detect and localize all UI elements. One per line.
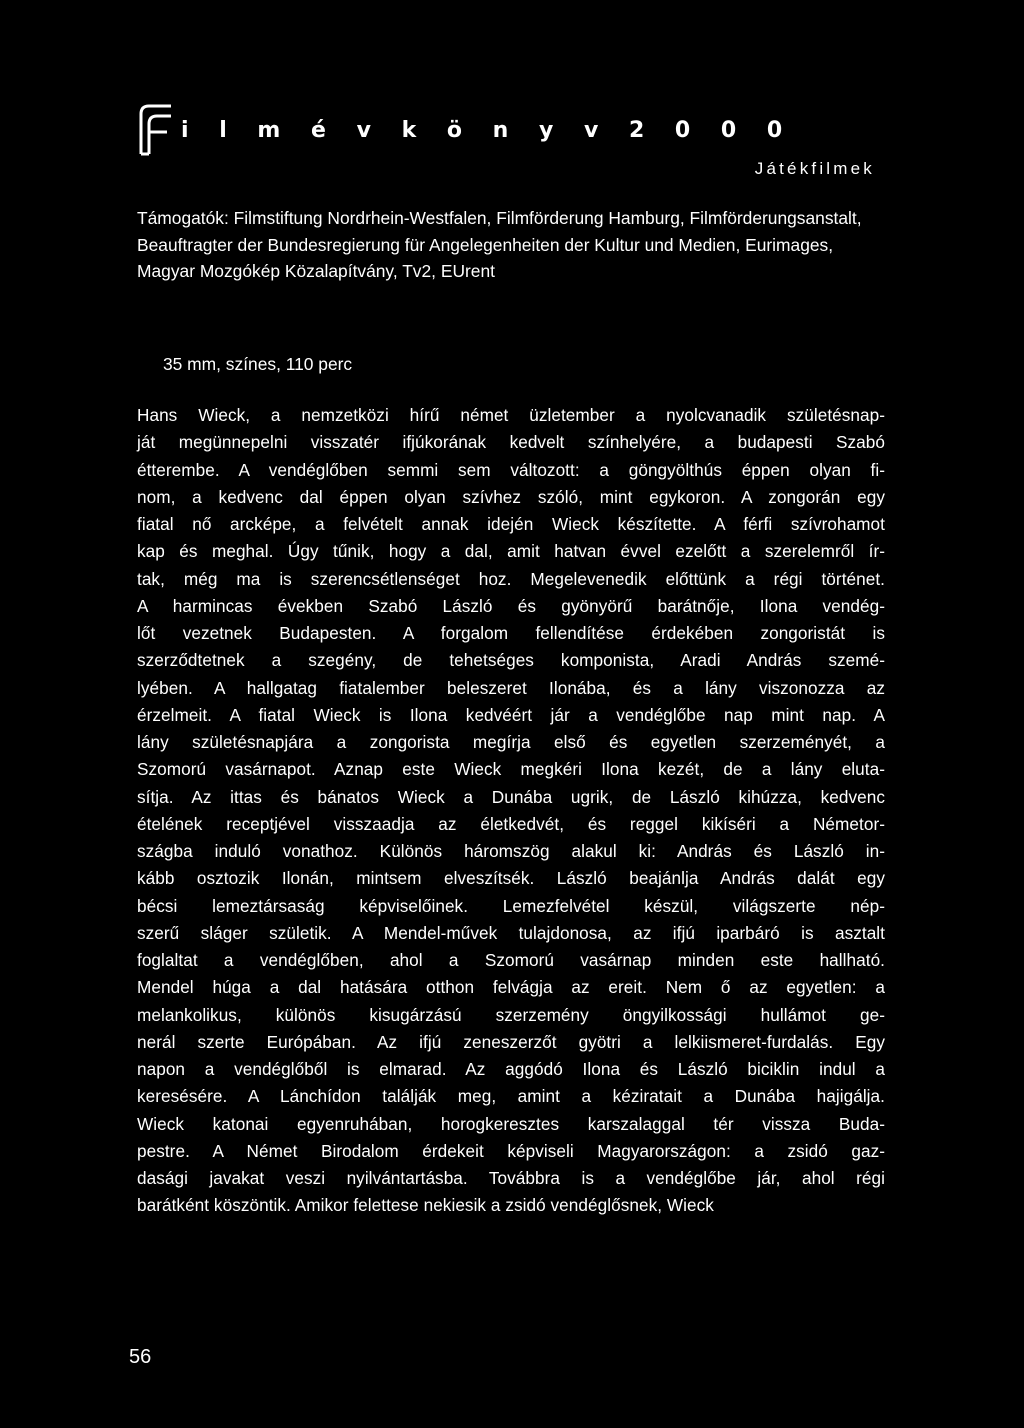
synopsis-line: szerződtetnek a szegény, de tehetséges komponista, Aradi András szemé- <box>137 650 885 671</box>
synopsis-line: A harmincas években Szabó László és gyönyörű barátnője, Ilona vendég- <box>137 595 885 616</box>
synopsis-line: Hans Wieck, a nemzetközi hírű német üzletember a nyolcvanadik születésnap- <box>137 405 885 425</box>
synopsis-line: ját megünnepelni visszatér ifjúkorának kedvelt színhelyére, a budapesti Szabó <box>137 432 885 453</box>
synopsis-line: lyében. A hallgatag fiatalember beleszeret Ilonába, és a lány viszonozza az <box>137 677 885 698</box>
synopsis-line: keresésére. A Lánchídon találják meg, amint a kéziratait a Dunába hajigálja. <box>137 1086 885 1107</box>
synopsis-line: barátként köszöntik. Amikor felettese nekiesik a zsidó vendéglősnek, Wieck <box>137 1195 714 1216</box>
page-header <box>137 104 794 156</box>
synopsis-line: pestre. A Német Birodalom érdekeit képviseli Magyarországon: a zsidó gaz- <box>137 1140 885 1161</box>
synopsis-line: érzelmeit. A fiatal Wieck is Ilona kedvéért jár a vendéglőbe nap mint nap. A <box>137 704 885 725</box>
synopsis-line: lőt vezetnek Budapesten. A forgalom fellendítése érdekében zongoristát is <box>137 623 885 643</box>
credits-paragraph: Támogatók: Filmstiftung Nordrhein-Westfalen, Filmförderung Hamburg, Filmförderungsanstalt, Beauftragter der Bundesregierung für Angelegenheiten der Kultur und Medien, Eurimages, Magyar Mozgókép Közalapítvány, Tv2, EUrent <box>137 208 862 281</box>
synopsis-line: Wieck katonai egyenruhában, horogkeresztes karszalaggal tér vissza Buda- <box>137 1113 885 1134</box>
synopsis-line: sítja. Az ittas és bánatos Wieck a Dunába ugrik, de László kihúzza, kedvenc <box>137 786 885 807</box>
synopsis-line: szágba induló vonathoz. Különös háromszög alakul ki: András és László in- <box>137 841 885 861</box>
synopsis-line: lány születésnapjára a zongorista megírja első és egyetlen szerzeményét, a <box>137 732 885 752</box>
synopsis-line: tak, még ma is szerencsétlenséget hoz. Megelevenedik előttünk a régi történet. <box>137 568 885 589</box>
synopsis-line: foglaltat a vendéglőben, ahol a Szomorú vasárnap minden este hallható. <box>137 950 885 970</box>
synopsis-line: ételének receptjével visszaadja az életkedvét, és reggel kikíséri a Németor- <box>137 813 885 834</box>
synopsis-line: nerál szerte Európában. Az ifjú zeneszerzőt gyötri a lelkiismeret-furdalás. Egy <box>137 1031 885 1052</box>
synopsis-line: Szomorú vasárnapot. Aznap este Wieck megkéri Ilona kezét, de a lány eluta- <box>137 759 885 780</box>
synopsis-line: bécsi lemeztársaság képviselőinek. Lemezfelvétel készül, világszerte nép- <box>137 895 885 916</box>
synopsis-line: szerű sláger születik. A Mendel-művek tulajdonosa, az ifjú iparbáró is asztalt <box>137 922 885 943</box>
synopsis-line: napon a vendéglőből is elmarad. Az aggódó Ilona és László biciklin indul a <box>137 1059 885 1079</box>
publication-title: i l m é v k ö n y v 2 0 0 0 <box>181 117 794 143</box>
synopsis-line: fiatal nő arcképe, a felvételt annak idején Wieck készítette. A férfi szívrohamot <box>137 514 885 534</box>
page-number: 56 <box>129 1346 152 1368</box>
film-format: 35 mm, színes, 110 perc <box>163 354 353 374</box>
synopsis-line: dasági javakat veszi nyilvántartásba. Továbbra is a vendéglőbe jár, ahol régi <box>137 1168 885 1188</box>
synopsis-line: étterembe. A vendéglőben semmi sem változott: a göngyölthús éppen olyan fi- <box>137 459 885 480</box>
synopsis-line: melankolikus, különös kisugárzású szerzemény öngyilkossági hullámot ge- <box>137 1004 885 1025</box>
synopsis-paragraph <box>137 402 885 1220</box>
synopsis-line: Mendel húga a dal hatására otthon felvágja az ereit. Nem ő az egyetlen: a <box>137 977 885 998</box>
filmevkonyv-logo <box>137 104 173 156</box>
section-label: Játékfilmek <box>754 159 875 178</box>
synopsis-line: kább osztozik Ilonán, mintsem elveszítsék. László beajánlja András dalát egy <box>137 868 885 889</box>
synopsis-line: nom, a kedvenc dal éppen olyan szívhez szóló, mint egykoron. A zongorán egy <box>137 486 885 507</box>
synopsis-line: kap és meghal. Úgy tűnik, hogy a dal, amit hatvan évvel ezelőtt a szerelemről ír- <box>137 541 885 562</box>
